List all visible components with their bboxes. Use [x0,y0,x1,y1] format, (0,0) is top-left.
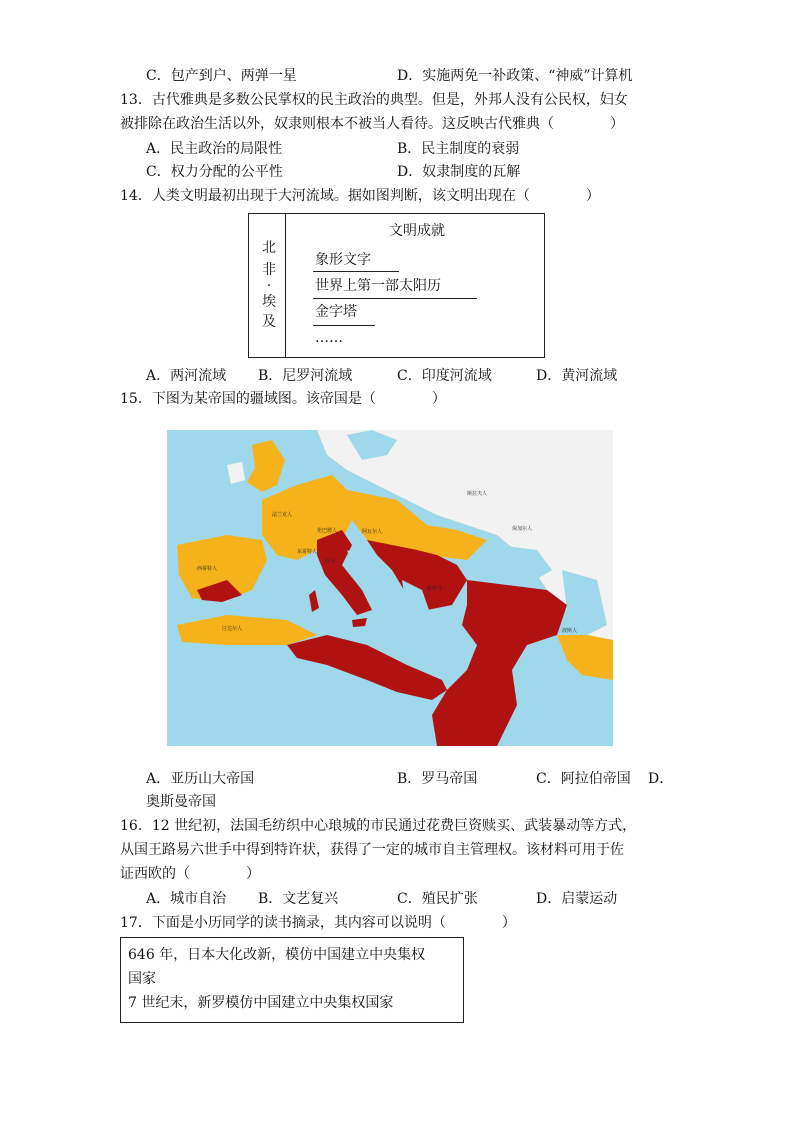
map-label-franks: 法兰克人 [272,512,293,518]
q14-item-underline-2 [313,298,477,299]
q14-item-underline-1 [313,271,399,272]
q16-stem-line3: 证西欧的（ ） [120,866,260,882]
q16-option-c: C．殖民扩张 [397,891,478,907]
q14-option-a: A．两河流域 [146,368,227,384]
q14-region-char-4: 埃 [262,294,276,310]
q14-item-pyramids: 金字塔 [315,304,357,320]
q14-stem: 14．人类文明最初出现于大河流域。据如图判断，该文明出现在（ ） [120,188,600,204]
q16-stem-line2: 从国王路易六世手中得到特许状，获得了一定的城市自主管理权。该材料可用于佐 [120,842,624,858]
q14-option-d: D．黄河流域 [536,368,618,384]
q16-option-b: B．文艺复兴 [258,891,339,907]
q14-civilization-table [248,213,545,358]
q14-table-divider [285,214,286,357]
q14-item-solar-calendar: 世界上第一部太阳历 [315,278,441,294]
q15-option-d-text: 奥斯曼帝国 [146,794,216,810]
q14-region-char-1: 北 [262,240,276,256]
q14-item-underline-3 [313,325,375,326]
q14-region-char-2: 非 [262,262,276,278]
q17-excerpt-line3: 7 世纪末，新罗模仿中国建立中央集权国家 [128,995,394,1011]
q14-option-c: C．印度河流域 [397,368,492,384]
q15-stem: 15．下图为某帝国的疆域图。该帝国是（ ） [120,391,446,407]
q13-stem-line1: 13．古代雅典是多数公民掌权的民主政治的典型。但是，外邦人没有公民权，妇女 [120,92,628,108]
q17-excerpt-line1: 646 年，日本大化改新，模仿中国建立中央集权 [128,947,426,963]
q13-option-b: B．民主制度的衰弱 [397,141,520,157]
q13-option-a: A．民主政治的局限性 [146,141,283,157]
map-label-persians: 波斯人 [562,628,578,634]
map-label-lombards: 伦巴德人 [317,528,338,534]
q14-table-header: 文明成就 [389,223,445,239]
q15-option-c: C．阿拉伯帝国 [536,771,631,787]
q16-option-d: D．启蒙运动 [536,891,618,907]
empire-territory-map [167,430,613,746]
q17-excerpt-line2: 国家 [128,971,156,987]
q17-reading-excerpt-box [120,937,464,1023]
q16-option-a: A．城市自治 [146,891,227,907]
q13-option-d: D．奴隶制度的瓦解 [397,164,521,180]
map-label-bulgars: 保加尔人 [512,526,533,532]
q12-option-c: C．包产到户、两弹一星 [146,68,297,84]
q15-option-b: B．罗马帝国 [397,771,478,787]
q13-option-c: C．权力分配的公平性 [146,164,283,180]
map-label-avars: 阿瓦尔人 [362,529,383,535]
q12-option-d: D．实施两免一补政策、“神威”计算机 [397,68,633,84]
map-label-rome: 罗马 [325,559,336,565]
q14-item-hieroglyphs: 象形文字 [315,252,371,268]
map-label-vandals: 汪达尔人 [222,626,243,632]
q17-stem: 17．下面是小历同学的读书摘录，其内容可以说明（ ） [120,915,516,931]
q15-option-d-label: D． [648,771,674,787]
q14-region-char-5: 及 [262,314,276,330]
q14-item-ellipsis: …… [315,330,343,346]
map-label-slavs: 斯拉夫人 [467,491,488,497]
q14-region-char-3: · [266,278,272,294]
map-label-visigoths: 西哥特人 [197,566,218,572]
q16-stem-line1: 16．12 世纪初，法国毛纺织中心琅城的市民通过花费巨资赎买、武装暴动等方式， [120,818,637,834]
map-label-ostrogoths: 东哥特人 [297,549,318,555]
map-label-new-rome: 新罗马 [427,586,443,592]
q15-option-a: A．亚历山大帝国 [146,771,255,787]
q14-option-b: B．尼罗河流域 [258,368,353,384]
q13-stem-line2: 被排除在政治生活以外，奴隶则根本不被当人看待。这反映古代雅典（ ） [120,116,624,132]
